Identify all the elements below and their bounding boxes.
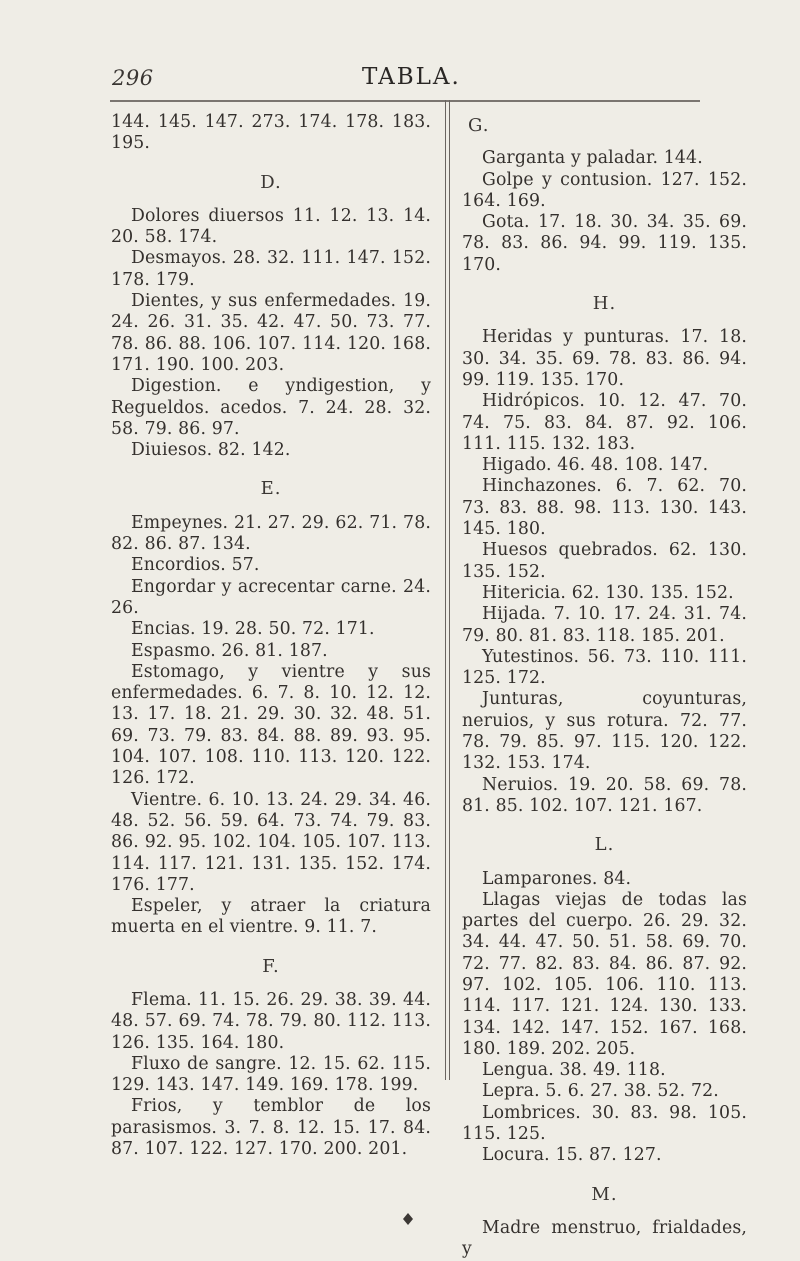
index-entry: Hinchazones. 6. 7. 62. 70. 73. 83. 88. 98. 113. 130. 143. 145. 180. (462, 476, 747, 540)
section-letter-m: M. (591, 1183, 618, 1205)
index-entry: Locura. 15. 87. 127. (482, 1145, 662, 1166)
index-entry: Estomago, y vientre y sus enfermedades. 6. 7. 8. 10. 12. 12. 13. 17. 18. 21. 29. 30. 32. 48. 51. 69. 73. 79. 83. 84. 88. 89. 93. 95. 104. 107. 108. 110. 113. 120. 122. 126. 172. (111, 661, 431, 789)
index-entry: Engordar y acrecentar carne. 24. 26. (111, 576, 431, 618)
index-entry: Lengua. 38. 49. 118. (482, 1060, 666, 1081)
section-letter-h: H. (592, 293, 617, 315)
continued-entry: 144. 145. 147. 273. 174. 178. 183. 195. (111, 112, 431, 154)
index-entry: Gota. 17. 18. 30. 34. 35. 69. 78. 83. 86. 94. 99. 119. 135. 170. (462, 212, 747, 275)
printer-mark-icon (403, 1213, 413, 1225)
index-entry: Lamparones. 84. (482, 868, 632, 889)
running-title: TABLA. (362, 64, 461, 90)
index-entry: Hidrópicos. 10. 12. 47. 70. 74. 75. 83. 84. 87. 92. 106. 111. 115. 132. 183. (462, 391, 747, 454)
index-entry: Digestion. e yndigestion, y Regueldos. acedos. 7. 24. 28. 32. 58. 79. 86. 97. (111, 376, 431, 439)
index-entry: Flema. 11. 15. 26. 29. 38. 39. 44. 48. 57. 69. 74. 78. 79. 80. 112. 113. 126. 135. 164. 180. (111, 989, 431, 1053)
header-rule (110, 100, 700, 102)
index-entry: Garganta y paladar. 144. (482, 148, 703, 169)
index-entry: Heridas y punturas. 17. 18. 30. 34. 35. 69. 78. 83. 86. 94. 99. 119. 135. 170. (462, 327, 747, 390)
index-entry: Higado. 46. 48. 108. 147. (482, 455, 709, 476)
index-entry: Junturas, coyunturas, neruios, y sus rotura. 72. 77. 78. 79. 85. 97. 115. 120. 122. 132. 153. 174. (462, 689, 747, 774)
column-divider (449, 100, 450, 1080)
section-letter-f: F. (262, 955, 280, 977)
index-entry: Hitericia. 62. 130. 135. 152. (482, 582, 734, 603)
column-divider (445, 100, 446, 1080)
index-entry: Espasmo. 26. 81. 187. (131, 640, 328, 661)
index-entry: Dientes, y sus enfermedades. 19. 24. 26. 31. 35. 42. 47. 50. 73. 77. 78. 86. 88. 106. 107. 114. 120. 168. 171. 190. 100. 203. (111, 291, 431, 375)
index-entry: Llagas viejas de todas las partes del cuerpo. 26. 29. 32. 34. 44. 47. 50. 51. 58. 69. 70. 72. 77. 82. 83. 84. 86. 87. 92. 97. 102. 105. 106. 110. 113. 114. 117. 121. 124. 130. 133. 134. 142. 147. 152. 167. 168. 180. 189. 202. 205. (462, 889, 747, 1059)
index-column-right (462, 112, 747, 1261)
index-entry: Lombrices. 30. 83. 98. 105. 115. 125. (462, 1102, 747, 1145)
index-entry: Lepra. 5. 6. 27. 38. 52. 72. (482, 1081, 719, 1102)
section-letter-d: D. (260, 171, 282, 193)
index-entry: Encordios. 57. (131, 555, 260, 576)
index-entry: Fluxo de sangre. 12. 15. 62. 115. 129. 143. 147. 149. 169. 178. 199. (111, 1053, 431, 1096)
index-entry: Golpe y contusion. 127. 152. 164. 169. (462, 169, 747, 211)
index-entry: Yutestinos. 56. 73. 110. 111. 125. 172. (462, 646, 747, 689)
index-entry: Diuiesos. 82. 142. (131, 440, 291, 461)
section-letter-g: G. (468, 115, 490, 136)
section-letter-e: E. (260, 478, 282, 500)
index-entry: Hijada. 7. 10. 17. 24. 31. 74. 79. 80. 81. 83. 118. 185. 201. (462, 604, 747, 646)
page-number: 296 (112, 66, 154, 90)
index-entry: Desmayos. 28. 32. 111. 147. 152. 178. 179. (111, 248, 431, 290)
index-entry: Frios, y temblor de los parasismos. 3. 7. 8. 12. 15. 17. 84. 87. 107. 122. 127. 170. 200. 201. (111, 1096, 431, 1160)
index-entry: Espeler, y atraer la criatura muerta en el vientre. 9. 11. 7. (111, 896, 431, 938)
index-entry: Encias. 19. 28. 50. 72. 171. (131, 619, 375, 640)
index-column-left (111, 112, 431, 1160)
index-entry: Huesos quebrados. 62. 130. 135. 152. (462, 540, 747, 582)
index-entry: Dolores diuersos 11. 12. 13. 14. 20. 58. 174. (111, 205, 431, 248)
index-entry: Vientre. 6. 10. 13. 24. 29. 34. 46. 48. 52. 56. 59. 64. 73. 74. 79. 83. 86. 92. 95. 102. 104. 105. 107. 113. 114. 117. 121. 131. 135. 152. 174. 176. 177. (111, 789, 431, 895)
index-entry: Neruios. 19. 20. 58. 69. 78. 81. 85. 102. 107. 121. 167. (462, 774, 747, 816)
section-letter-l: L. (594, 834, 615, 856)
index-entry: Madre menstruo, frialdades, y (462, 1217, 747, 1260)
index-entry: Empeynes. 21. 27. 29. 62. 71. 78. 82. 86. 87. 134. (111, 512, 431, 555)
